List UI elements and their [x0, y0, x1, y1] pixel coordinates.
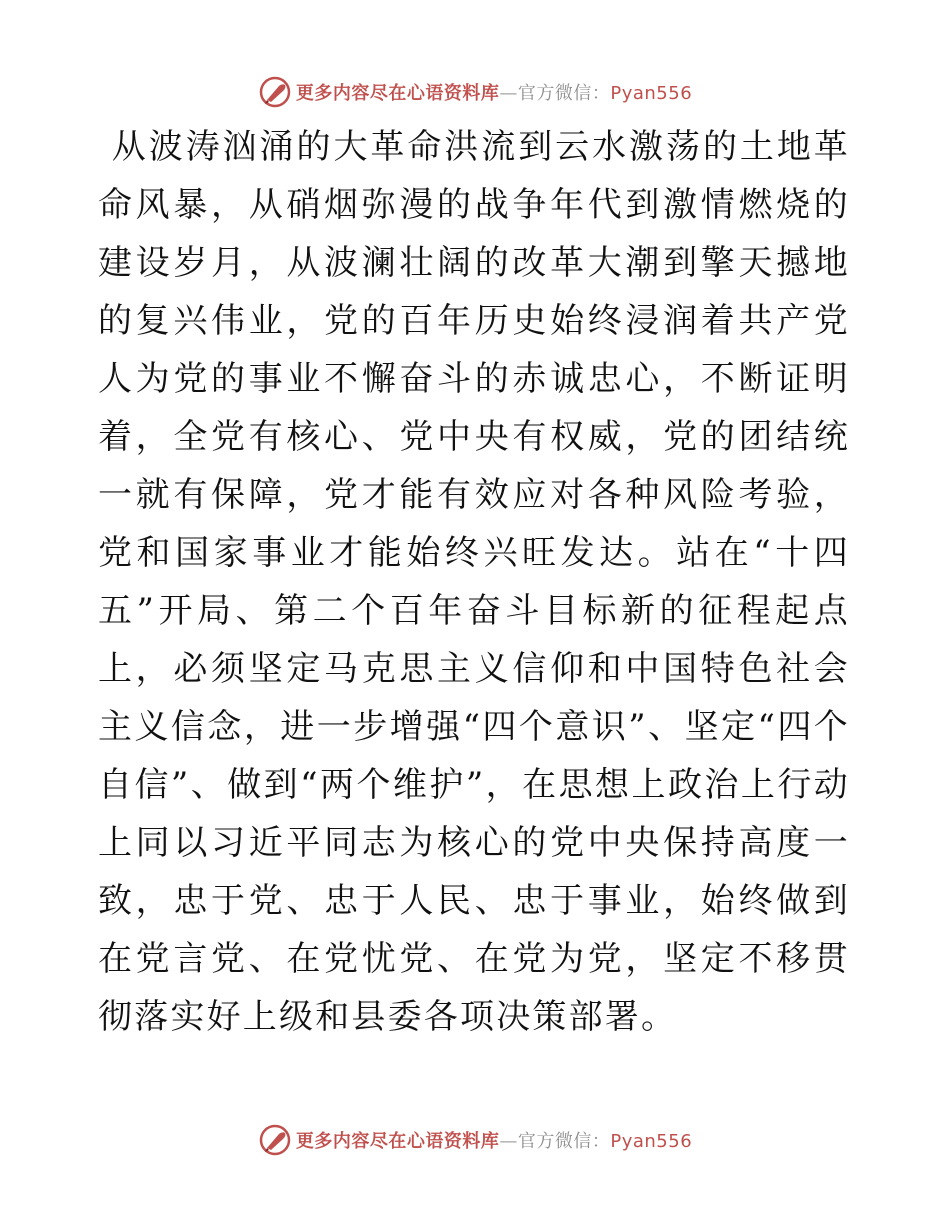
footer-contact-id: Pyan556 [610, 1131, 693, 1152]
footer-banner [0, 1120, 950, 1160]
header-contact-label: 官方微信： [517, 83, 611, 104]
header-brand-text: 更多内容尽在心语资料库 [295, 83, 500, 104]
footer-contact-label: 官方微信： [517, 1131, 611, 1152]
footer-separator: — [499, 1131, 518, 1152]
header-contact-id: Pyan556 [610, 83, 693, 104]
quill-pen-logo-icon [258, 1123, 292, 1157]
header-separator: — [499, 83, 518, 104]
quill-pen-logo-icon [258, 75, 292, 109]
document-paragraph: 从波涛汹涌的大革命洪流到云水激荡的土地革命风暴，从硝烟弥漫的战争年代到激情燃烧的建设岁月，从波澜壮阔的改革大潮到擎天撼地的复兴伟业，党的百年历史始终浸润着共产党人为党的事业不懈奋斗的赤诚忠心，不断证明着，全党有核心、党中央有权威，党的团结统一就有保障，党才能有效应对各种风险考验，党和国家事业才能始终兴旺发达。站在“十四五”开局、第二个百年奋斗目标新的征程起点上，必须坚定马克思主义信仰和中国特色社会主义信念，进一步增强“四个意识”、坚定“四个自信”、做到“两个维护”，在思想上政治上行动上同以习近平同志为核心的党中央保持高度一致，忠于党、忠于人民、忠于事业，始终做到在党言党、在党忧党、在党为党，坚定不移贯彻落实好上级和县委各项决策部署。 [98, 127, 850, 1037]
footer-brand-text: 更多内容尽在心语资料库 [295, 1131, 500, 1152]
header-banner [0, 72, 950, 112]
